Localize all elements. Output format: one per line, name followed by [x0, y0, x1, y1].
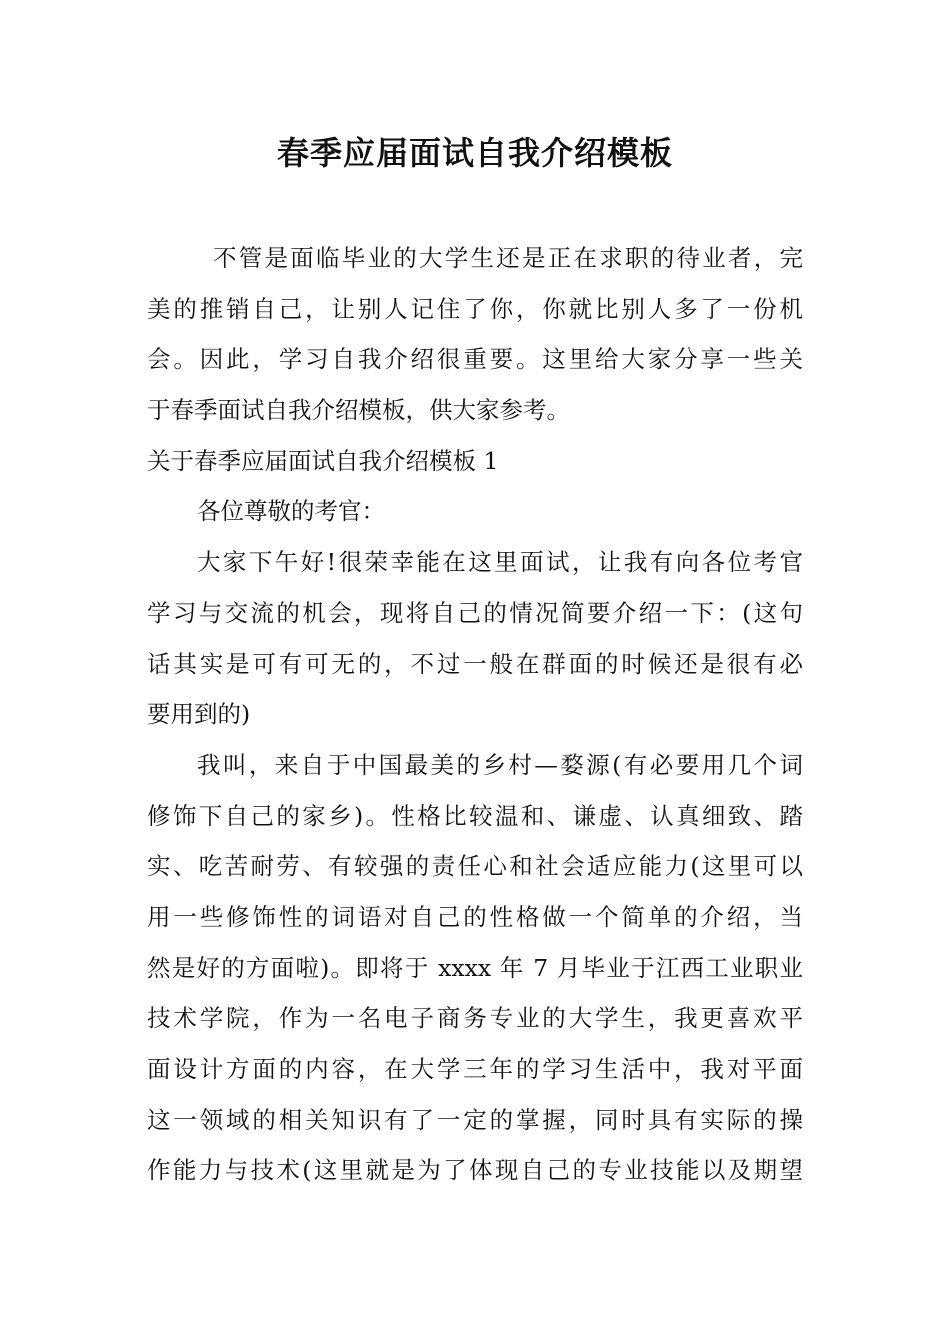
intro-line-2: 美的推销自己，让别人记住了你，你就比别人多了一份机: [147, 294, 803, 323]
paragraph-2-line-8: 这一领域的相关知识有了一定的掌握，同时具有实际的操: [147, 1105, 803, 1134]
paragraph-1-line-1: 大家下午好!很荣幸能在这里面试，让我有向各位考官: [197, 548, 803, 577]
paragraph-2-line-5: 然是好的方面啦)。即将于 xxxx 年 7 月毕业于江西工业职业: [147, 953, 803, 982]
intro-line-4: 于春季面试自我介绍模板，供大家参考。: [147, 396, 570, 425]
paragraph-2-line-7: 面设计方面的内容，在大学三年的学习生活中，我对平面: [147, 1055, 803, 1083]
greeting-line: 各位尊敬的考官：: [197, 497, 385, 526]
document-body: [147, 233, 803, 1196]
paragraph-2-line-2: 修饰下自己的家乡)。性格比较温和、谦虚、认真细致、踏: [147, 801, 803, 830]
paragraph-2-line-6: 技术学院，作为一名电子商务专业的大学生，我更喜欢平: [147, 1004, 803, 1033]
paragraph-1-line-2: 学习与交流的机会，现将自己的情况简要介绍一下：(这句: [147, 598, 803, 627]
intro-line-3: 会。因此，学习自我介绍很重要。这里给大家分享一些关: [147, 345, 803, 374]
paragraph-2-line-3: 实、吃苦耐劳、有较强的责任心和社会适应能力(这里可以: [147, 852, 803, 881]
paragraph-1-line-4: 要用到的): [147, 700, 251, 729]
paragraph-2-line-1: 我叫，来自于中国最美的乡村—婺源(有必要用几个词: [197, 750, 803, 779]
paragraph-2-line-4: 用一些修饰性的词语对自己的性格做一个简单的介绍，当: [147, 902, 803, 931]
paragraph-2-line-9: 作能力与技术(这里就是为了体现自己的专业技能以及期望: [147, 1156, 803, 1185]
paragraph-1-line-3: 话其实是可有可无的，不过一般在群面的时候还是很有必: [147, 649, 803, 678]
document-title: 春季应届面试自我介绍模板: [276, 134, 673, 172]
intro-line-1: 不管是面临毕业的大学生还是正在求职的待业者，完: [213, 244, 803, 272]
section-heading-1: 关于春季应届面试自我介绍模板 1: [147, 446, 499, 475]
